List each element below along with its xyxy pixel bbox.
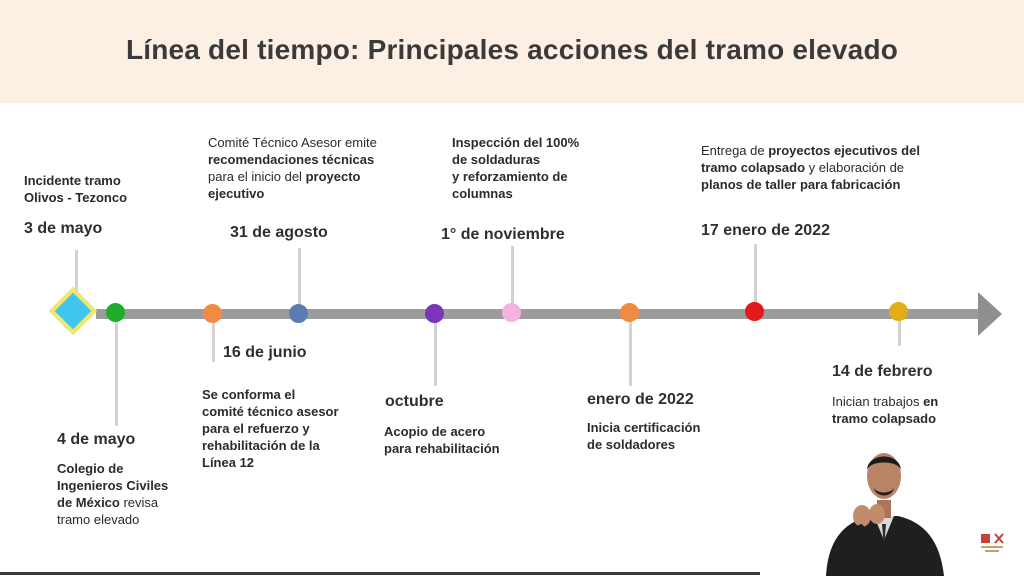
event-text-line: Comité Técnico Asesor emite: [208, 135, 377, 150]
marker-octubre: [425, 304, 444, 323]
marker-enero-2022: [620, 303, 639, 322]
event-1-noviembre-text: [452, 134, 579, 202]
stem-octubre: [434, 320, 437, 386]
event-14-febrero-text: [832, 393, 938, 427]
event-text-line: [208, 168, 377, 185]
event-text-line: [57, 494, 168, 511]
stem-enero-2022: [629, 320, 632, 386]
event-text-line: para rehabilitación: [384, 441, 500, 456]
event-17-enero-text: [701, 142, 920, 193]
event-text-bold: recomendaciones técnicas: [208, 152, 375, 167]
event-text-line: columnas: [452, 186, 513, 201]
event-16-junio-date: 16 de junio: [223, 344, 307, 361]
event-text-line: [701, 176, 920, 193]
event-31-agosto-date: 31 de agosto: [230, 224, 328, 241]
event-text-span: Entrega de: [701, 143, 769, 158]
timeline-axis: [96, 309, 980, 319]
government-logo-icon: [979, 532, 1005, 554]
timeline-arrow-icon: [978, 292, 1002, 336]
event-text-bold: de México: [57, 495, 120, 510]
event-text-line: [208, 185, 377, 202]
event-text-line: [57, 460, 168, 477]
event-text-bold: Colegio de: [57, 461, 124, 476]
event-text-line: [832, 393, 938, 410]
marker-16-junio: [203, 304, 222, 323]
page-title: Línea del tiempo: Principales acciones del tramo elevado: [125, 34, 899, 65]
event-3-mayo-date: 3 de mayo: [24, 220, 103, 237]
event-enero-2022-date: enero de 2022: [587, 391, 694, 408]
event-text-line: Se conforma el: [202, 387, 296, 402]
event-text-span: para el inicio del: [208, 169, 306, 184]
sign-language-interpreter: [822, 444, 946, 576]
event-text-span: revisa: [119, 495, 159, 510]
event-text-line: [832, 410, 938, 427]
event-text-line: de soldaduras: [452, 152, 541, 167]
marker-4-mayo: [106, 303, 125, 322]
event-text-line: comité técnico asesor: [202, 404, 339, 419]
event-text-span: Inician trabajos: [832, 394, 924, 409]
marker-1-noviembre: [502, 303, 521, 322]
event-text-bold: tramo colapsado: [832, 411, 937, 426]
event-text-line: tramo elevado: [57, 512, 140, 527]
event-3-mayo-text: [24, 172, 127, 206]
event-text-bold: proyecto: [305, 169, 361, 184]
stem-1-noviembre: [511, 246, 514, 304]
stem-16-junio: [212, 320, 215, 362]
event-16-junio-text: [202, 386, 339, 471]
marker-3-mayo: [49, 287, 97, 335]
event-31-agosto-text: [208, 134, 377, 202]
event-enero-2022-text: [587, 419, 700, 453]
event-text-line: Inicia certificación: [587, 420, 701, 435]
event-text-line: Olivos - Tezonco: [24, 190, 128, 205]
event-text-bold: ejecutivo: [208, 186, 265, 201]
event-text-line: Incidente tramo: [24, 173, 121, 188]
event-text-line: para el refuerzo y: [202, 421, 310, 436]
event-text-bold: Ingenieros Civiles: [57, 478, 169, 493]
event-text-line: rehabilitación de la: [202, 438, 320, 453]
event-4-mayo-date: 4 de mayo: [57, 431, 136, 448]
event-text-line: de soldadores: [587, 437, 676, 452]
event-text-bold: planos de taller para fabricación: [701, 177, 901, 192]
event-octubre-text: [384, 423, 500, 457]
event-text-line: [57, 477, 168, 494]
event-text-line: y reforzamiento de: [452, 169, 568, 184]
event-17-enero-date: 17 enero de 2022: [701, 222, 830, 239]
event-text-span: y elaboración de: [805, 160, 905, 175]
event-text-line: Inspección del 100%: [452, 135, 580, 150]
event-text-line: [701, 142, 920, 159]
event-text-bold: proyectos ejecutivos del: [768, 143, 920, 158]
bottom-border: [0, 572, 760, 575]
event-text-bold: en: [923, 394, 939, 409]
marker-14-febrero: [889, 302, 908, 321]
event-text-bold: tramo colapsado: [701, 160, 806, 175]
event-14-febrero-date: 14 de febrero: [832, 363, 933, 380]
marker-31-agosto: [289, 304, 308, 323]
stem-17-enero: [754, 244, 757, 302]
event-text-line: Acopio de acero: [384, 424, 486, 439]
event-octubre-date: octubre: [385, 393, 444, 410]
stem-14-febrero: [898, 320, 901, 346]
event-1-noviembre-date: 1° de noviembre: [441, 226, 565, 243]
event-4-mayo-text: [57, 460, 168, 528]
marker-17-enero: [745, 302, 764, 321]
event-text-line: [701, 159, 920, 176]
event-text-line: [208, 151, 377, 168]
stem-4-mayo: [115, 320, 118, 426]
event-text-line: Línea 12: [202, 455, 255, 470]
stem-31-agosto: [298, 248, 301, 306]
